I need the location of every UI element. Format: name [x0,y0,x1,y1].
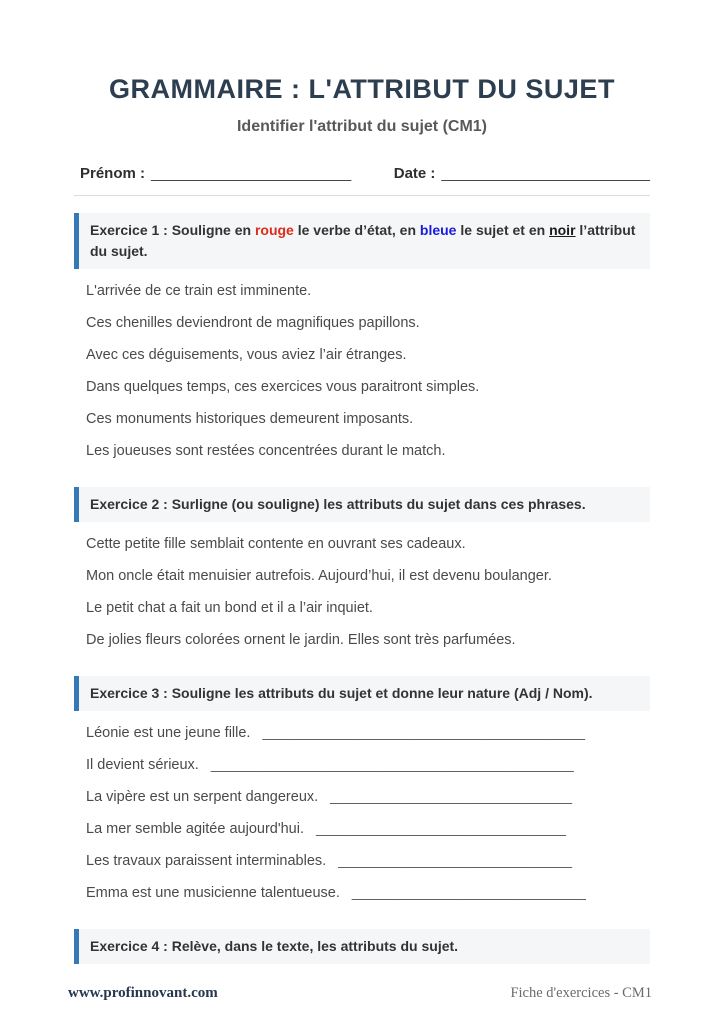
exercise1-header-mid2: le sujet et en [456,222,550,238]
page-footer [68,985,652,1002]
exercise1-sentence: L'arrivée de ce train est imminente. [86,283,312,299]
exercise1-word-noir: noir [549,222,576,238]
exercise3-item [86,756,650,775]
prenom-field [80,165,394,182]
exercise3-item [86,884,650,903]
exercise1-sentence: Ces chenilles deviendront de magnifiques papillons. [86,315,420,331]
exercise3-sentence: La mer semble agitée aujourd'hui. [86,821,304,837]
date-blank-line: _________________________ [441,165,650,182]
answer-blank-line: _____________________________ [338,853,573,869]
exercise1-word-rouge: rouge [254,222,294,238]
exercise2-sentence: Mon oncle était menuisier autrefois. Aujourd’hui, il est devenu boulanger. [86,568,552,584]
exercise1-word-bleue: bleue [419,222,457,238]
exercise1-sentence: Les joueuses sont restées concentrées durant le match. [86,443,446,459]
exercise3-sentence: Les travaux paraissent interminables. [86,853,327,869]
answer-blank-line: _______________________________ [315,821,566,837]
answer-blank-line: ______________________________ [330,789,573,805]
header-divider [74,195,650,196]
website-link[interactable]: www.profinnovant.com [68,985,218,1001]
exercise3-sentence: Léonie est une jeune fille. [86,725,251,741]
answer-blank-line: _____________________________________________ [210,757,574,773]
exercise3-header: Exercice 3 : Souligne les attributs du sujet et donne leur nature (Adj / Nom). [74,676,650,711]
exercise1-header-prefix: Exercice 1 : Souligne en [90,222,255,238]
exercise1-header-suffix: l’attribut du sujet. [90,222,636,259]
date-field [394,165,650,182]
exercise1-sentence: Ces monuments historiques demeurent imposants. [86,411,414,427]
exercise4-header: Exercice 4 : Relève, dans le texte, les attributs du sujet. [74,929,650,964]
exercise3-sentence: Emma est une musicienne talentueuse. [86,885,340,901]
exercise1-header-mid1: le verbe d’état, en [293,222,420,238]
exercise3-item [86,788,650,807]
exercise2-sentence: Cette petite fille semblait contente en ouvrant ses cadeaux. [86,536,466,552]
answer-blank-line: ________________________________________ [262,725,586,741]
footer-sheet-label: Fiche d'exercices - CM1 [510,985,652,1001]
exercise1-sentence: Avec ces déguisements, vous aviez l’air étranges. [86,347,407,363]
exercise3-sentence: Il devient sérieux. [86,757,199,773]
date-label: Date : [393,165,436,182]
exercise2-sentence: Le petit chat a fait un bond et il a l’air inquiet. [86,600,373,616]
exercise3-item [86,852,650,871]
exercise3-sentence: La vipère est un serpent dangereux. [86,789,319,805]
page-title: GRAMMAIRE : L'ATTRIBUT DU SUJET [109,74,615,104]
answer-blank-line: _____________________________ [351,885,586,901]
prenom-blank-line: ________________________ [151,165,352,182]
exercise3-item [86,724,650,743]
exercise2-sentence: De jolies fleurs colorées ornent le jardin. Elles sont très parfumées. [86,632,516,648]
exercise2-header: Exercice 2 : Surligne (ou souligne) les attributs du sujet dans ces phrases. [74,487,650,522]
exercise3-item [86,820,650,839]
page-subtitle: Identifier l'attribut du sujet (CM1) [236,118,488,135]
exercise1-header [74,213,650,269]
exercise1-sentence: Dans quelques temps, ces exercices vous paraitront simples. [86,379,480,395]
prenom-label: Prénom : [80,165,146,182]
name-date-row [74,165,650,182]
